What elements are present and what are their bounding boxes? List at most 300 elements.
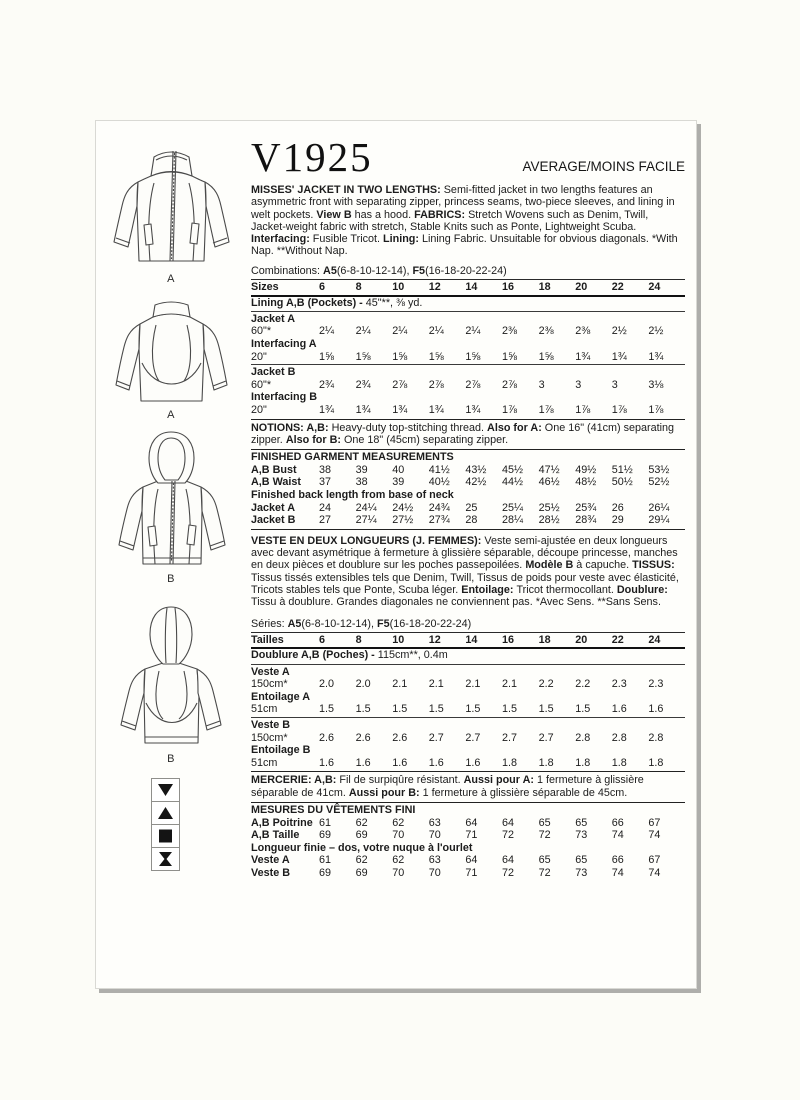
table-cell: 2.0 [355, 678, 371, 691]
table-row: Jacket B [251, 366, 296, 379]
notions-text [251, 420, 685, 451]
drawing-shape [203, 324, 227, 390]
table-cell: 69 [319, 829, 332, 842]
table-row [251, 351, 685, 364]
table-cell: 29¼ [648, 514, 670, 527]
text-run: VESTE EN DEUX LONGUEURS (J. FEMMES): [251, 534, 485, 547]
table-row: Finished back length from base of neck [251, 489, 454, 501]
jacket-a-back-figure [106, 297, 236, 421]
table-cell: 1.8 [501, 756, 517, 769]
table-cell: 2.2 [575, 678, 591, 691]
table-cell: 2.1 [392, 678, 408, 691]
drawing-shape [116, 324, 140, 390]
text-run: NOTIONS: A,B: [251, 421, 332, 434]
french-yardage-table [251, 632, 685, 773]
jacket-a-front-label: A [167, 273, 175, 285]
table-cell: 2¾ [319, 378, 335, 391]
lining-row [251, 297, 685, 312]
table-cell: 1.8 [575, 756, 591, 769]
text-run: Combinations: [251, 264, 324, 277]
jacket-a-yardage-block [251, 312, 685, 365]
table-row [251, 404, 685, 417]
table-cell: 24¼ [355, 501, 377, 514]
table-cell: 74 [648, 866, 661, 879]
text-run: Lining A,B (Pockets) - [251, 296, 366, 309]
table-cell: 1.6 [611, 703, 627, 716]
text-run: 51cm [251, 756, 278, 769]
text-run: 60"* [251, 378, 272, 391]
text-run: Tissus tissés extensibles tels que Denim, Twill, Tissus de poids pour veste avec élasticité, Tricots stables tels que Ponte, Scuba léger. [251, 571, 679, 596]
table-cell: 2¼ [319, 325, 335, 338]
table-cell: 71 [465, 866, 478, 879]
table-cell: 2.7 [465, 731, 481, 744]
table-cell: 50½ [611, 476, 633, 489]
table-cell: 2.7 [501, 731, 517, 744]
drawing-shape [152, 802, 179, 824]
text-run: A,B Taille [251, 829, 300, 842]
table-cell: 1¾ [355, 404, 371, 417]
table-cell: 14 [465, 633, 478, 646]
text-run: Jacket B [251, 514, 296, 527]
table-cell: 51½ [611, 463, 633, 476]
table-cell: 64 [501, 816, 514, 829]
table-row: Interfacing B [251, 391, 317, 404]
table-cell: 2.0 [319, 678, 335, 691]
drawing-shape [114, 182, 138, 247]
drawing-shape [116, 302, 227, 401]
table-cell: 2⅜ [501, 325, 517, 338]
table-row: Interfacing A [251, 338, 317, 351]
text-run: 150cm* [251, 678, 288, 691]
text-run: Jacket A [251, 501, 296, 514]
triangle-down-icon [151, 778, 180, 802]
table-cell: 65 [538, 854, 551, 867]
main-content [251, 134, 685, 882]
table-cell: 70 [428, 866, 441, 879]
table-cell: 1.5 [538, 703, 554, 716]
text-run: 51cm [251, 703, 278, 716]
pattern-envelope-back-page [95, 120, 697, 989]
table-cell: 39 [392, 476, 405, 489]
table-cell: 1.6 [648, 703, 664, 716]
table-cell: 24 [648, 281, 661, 294]
drawing-shape [119, 432, 225, 564]
table-cell: 20 [575, 633, 588, 646]
finished-garment-measurements-en [251, 450, 685, 530]
mercerie-text [251, 772, 685, 803]
text-run: Semi-fitted jacket in two lengths features an asymmetric front with separating zipper, princess seams, two-piece sleeves, and lining in welt pockets. [251, 184, 675, 221]
table-cell: 2⅞ [501, 378, 517, 391]
text-run: (6-8-10-12-14), [301, 617, 378, 630]
text-run: (16-18-20-22-24) [425, 264, 507, 277]
table-cell: 24 [648, 633, 661, 646]
table-cell: 1⅝ [465, 350, 481, 363]
text-run: A5 [287, 617, 302, 630]
jacket-a-back-drawing [109, 297, 234, 407]
jacket-a-back-label: A [167, 409, 175, 421]
table-cell: 39 [355, 463, 368, 476]
table-cell: 1.8 [538, 756, 554, 769]
table-row [251, 867, 685, 880]
table-cell: 62 [355, 854, 368, 867]
text-run: 20" [251, 404, 267, 417]
table-cell: 38 [319, 463, 332, 476]
table-cell: 1⅝ [355, 350, 371, 363]
text-run: Also for A: [487, 421, 542, 434]
table-cell: 3 [538, 378, 545, 391]
text-run: Tricot thermocollant. [516, 583, 617, 596]
table-cell: 12 [428, 281, 441, 294]
drawing-shape [152, 848, 179, 870]
table-cell: 65 [575, 854, 588, 867]
table-cell: 2.2 [538, 678, 554, 691]
table-cell: 1⅞ [501, 404, 517, 417]
table-cell: 16 [501, 633, 514, 646]
text-run: Tailles [251, 633, 284, 646]
table-cell: 64 [465, 816, 478, 829]
table-cell: 1.6 [319, 756, 335, 769]
table-cell: 38 [355, 476, 368, 489]
table-cell: 1⅝ [501, 350, 517, 363]
text-run: Veste A [251, 854, 290, 867]
table-row: Entoilage B [251, 744, 311, 757]
table-cell: 1⅞ [611, 404, 627, 417]
table-cell: 69 [319, 866, 332, 879]
jacket-b-back-drawing [109, 603, 234, 751]
table-cell: 27¼ [355, 514, 377, 527]
drawing-shape [158, 784, 173, 796]
table-cell: 29 [611, 514, 624, 527]
table-cell: 62 [355, 816, 368, 829]
text-run: 60"* [251, 325, 272, 338]
table-cell: 65 [575, 816, 588, 829]
table-cell: 24¾ [428, 501, 450, 514]
table-cell: 70 [428, 829, 441, 842]
table-cell: 1⅝ [538, 350, 554, 363]
text-run: Modèle B [525, 559, 574, 572]
table-cell: 45½ [501, 463, 523, 476]
drawing-shape [159, 830, 172, 843]
text-run: Sizes [251, 281, 279, 294]
table-cell: 3⅛ [648, 378, 664, 391]
table-row: Longueur finie – dos, votre nuque à l'ourlet [251, 841, 473, 854]
table-cell: 46½ [538, 476, 560, 489]
table-cell: 28¾ [575, 514, 597, 527]
table-cell: 1¾ [575, 350, 591, 363]
drawing-shape [121, 669, 145, 730]
table-cell: 2.1 [465, 678, 481, 691]
table-cell: 72 [501, 829, 514, 842]
table-row [251, 829, 685, 842]
drawing-shape [114, 151, 229, 261]
table-cell: 2¼ [428, 325, 444, 338]
jacket-b-yardage-block [251, 365, 685, 419]
table-cell: 42½ [465, 476, 487, 489]
table-cell: 2.3 [611, 678, 627, 691]
table-cell: 2.6 [392, 731, 408, 744]
table-cell: 48½ [575, 476, 597, 489]
text-run: Fil de surpiqûre résistant. [339, 774, 464, 787]
table-cell: 1.6 [392, 756, 408, 769]
jacket-b-front-figure [106, 429, 236, 585]
table-cell: 25¾ [575, 501, 597, 514]
text-run: Veste semi-ajustée en deux longueurs avec devant asymétrique à fermeture à glissière séparable, découpe princesse, manches en deux pièces et doublure sur les poches passepoilées. [251, 534, 678, 572]
table-cell: 6 [319, 281, 326, 294]
text-run: F5 [412, 264, 426, 277]
table-cell: 2.1 [428, 678, 444, 691]
table-cell: 28 [465, 514, 478, 527]
table-cell: 2⅜ [575, 325, 591, 338]
table-cell: 18 [538, 281, 551, 294]
text-run: F5 [377, 617, 390, 630]
table-cell: 65 [538, 816, 551, 829]
table-cell: 8 [355, 633, 362, 646]
drawing-shape [158, 807, 173, 819]
jacket-b-front-label: B [167, 573, 175, 585]
table-cell: 3 [611, 378, 618, 391]
drawing-shape [121, 607, 221, 743]
table-cell: 61 [319, 816, 332, 829]
text-run: A5 [323, 264, 337, 277]
table-cell: 1¾ [428, 404, 444, 417]
table-cell: 70 [392, 866, 405, 879]
veste-a-yardage-block [251, 665, 685, 718]
table-cell: 1¾ [648, 350, 664, 363]
table-cell: 72 [501, 866, 514, 879]
table-cell: 64 [465, 854, 478, 867]
text-run: One 18" (45cm) separating zipper. [341, 433, 509, 446]
table-cell: 67 [648, 816, 661, 829]
jacket-b-front-drawing [109, 429, 234, 571]
french-description [251, 535, 685, 609]
table-cell: 2¼ [465, 325, 481, 338]
text-run: MERCERIE: A,B: [251, 774, 340, 787]
table-cell: 2⅞ [428, 378, 444, 391]
table-cell: 52½ [648, 476, 670, 489]
table-row: Veste A [251, 665, 290, 678]
table-cell: 28¼ [501, 514, 523, 527]
table-cell: 2½ [648, 325, 664, 338]
table-cell: 22 [611, 281, 624, 294]
text-run: Fusible Tricot. [312, 233, 383, 246]
text-run: FABRICS: [414, 208, 469, 221]
difficulty-label: AVERAGE/MOINS FACILE [522, 159, 685, 174]
table-row [251, 502, 685, 515]
table-cell: 26 [611, 501, 624, 514]
table-cell: 67 [648, 854, 661, 867]
table-cell: 16 [501, 281, 514, 294]
table-cell: 18 [538, 633, 551, 646]
drawing-shape [144, 663, 199, 743]
table-cell: 61 [319, 854, 332, 867]
table-cell: 1.8 [611, 756, 627, 769]
section-title: FINISHED GARMENT MEASUREMENTS [251, 451, 454, 464]
doublure-row [251, 649, 685, 664]
table-cell: 1.8 [648, 756, 664, 769]
table-cell: 2.6 [319, 731, 335, 744]
table-cell: 74 [648, 829, 661, 842]
table-cell: 10 [392, 281, 405, 294]
section-title: MESURES DU VÊTEMENTS FINI [251, 804, 416, 816]
table-row [251, 514, 685, 527]
table-cell: 8 [355, 281, 362, 294]
combinations-line [251, 265, 685, 277]
jacket-a-front-drawing [109, 143, 234, 271]
table-cell: 1.6 [428, 756, 444, 769]
text-run: 20" [251, 350, 267, 363]
table-cell: 2.8 [575, 731, 591, 744]
view-illustrations-column [96, 121, 246, 988]
drawing-shape [159, 852, 172, 866]
table-cell: 41½ [428, 463, 450, 476]
table-row [251, 732, 685, 745]
table-cell: 1.5 [575, 703, 591, 716]
title-bar [251, 134, 685, 180]
table-cell: 3 [575, 378, 582, 391]
table-cell: 14 [465, 281, 478, 294]
table-cell: 70 [392, 829, 405, 842]
table-cell: 1.5 [355, 703, 371, 716]
table-cell: 2¾ [355, 378, 371, 391]
table-row [251, 757, 685, 770]
table-row [251, 325, 685, 338]
table-cell: 1¾ [392, 404, 408, 417]
table-cell: 27¾ [428, 514, 450, 527]
table-cell: 28½ [538, 514, 560, 527]
table-cell: 49½ [575, 463, 597, 476]
table-cell: 72 [538, 866, 551, 879]
table-cell: 2⅜ [538, 325, 554, 338]
table-row [251, 817, 685, 830]
text-run: Heavy-duty top-stitching thread. [331, 421, 488, 434]
table-cell: 74 [611, 829, 624, 842]
table-cell: 1¾ [319, 404, 335, 417]
text-run: à capuche. [573, 559, 633, 572]
veste-b-yardage-block [251, 718, 685, 772]
table-cell: 1.5 [465, 703, 481, 716]
table-cell: 27 [319, 514, 332, 527]
table-cell: 37 [319, 476, 332, 489]
table-cell: 2.7 [538, 731, 554, 744]
drawing-shape [139, 314, 204, 401]
text-run: Also for B: [285, 433, 341, 446]
table-cell: 1¾ [611, 350, 627, 363]
table-cell: 74 [611, 866, 624, 879]
table-cell: 62 [392, 816, 405, 829]
text-run: Interfacing: [251, 233, 313, 246]
table-cell: 6 [319, 633, 326, 646]
text-run: Aussi pour B: [348, 786, 420, 799]
hourglass-icon [151, 847, 180, 871]
triangle-up-icon [151, 801, 180, 825]
table-cell: 2.8 [611, 731, 627, 744]
table-cell: 24 [319, 501, 332, 514]
table-cell: 1.6 [465, 756, 481, 769]
table-row: Veste B [251, 719, 291, 732]
drawing-shape [152, 779, 179, 801]
jacket-a-front-figure [106, 143, 236, 285]
table-cell: 43½ [465, 463, 487, 476]
table-cell: 2.6 [355, 731, 371, 744]
table-cell: 2⅞ [465, 378, 481, 391]
table-cell: 2¼ [392, 325, 408, 338]
table-cell: 12 [428, 633, 441, 646]
text-run: MISSES' JACKET IN TWO LENGTHS: [251, 184, 444, 196]
table-row [251, 678, 685, 691]
table-cell: 24½ [392, 501, 414, 514]
drawing-shape [152, 825, 179, 847]
table-cell: 40 [392, 463, 405, 476]
table-cell: 63 [428, 854, 441, 867]
text-run: A,B Poitrine [251, 816, 313, 829]
table-cell: 10 [392, 633, 405, 646]
table-cell: 66 [611, 816, 624, 829]
table-cell: 1.6 [355, 756, 371, 769]
table-cell: 1⅝ [392, 350, 408, 363]
table-cell: 25½ [538, 501, 560, 514]
english-description [251, 184, 685, 258]
table-row [251, 476, 685, 489]
text-run: Veste B [251, 866, 291, 879]
table-cell: 40½ [428, 476, 450, 489]
text-run: Doublure A,B (Poches) - [251, 649, 378, 662]
table-cell: 72 [538, 829, 551, 842]
table-cell: 63 [428, 816, 441, 829]
text-run: Lining Fabric. Unsuitable for obvious diagonals. *With Nap. **Without Nap. [251, 233, 678, 258]
table-cell: 53½ [648, 463, 670, 476]
table-cell: 2.1 [501, 678, 517, 691]
table-cell: 1⅞ [575, 404, 591, 417]
table-cell: 26¼ [648, 501, 670, 514]
table-cell: 2⅞ [392, 378, 408, 391]
table-cell: 73 [575, 866, 588, 879]
table-cell: 66 [611, 854, 624, 867]
drawing-shape [150, 607, 192, 664]
text-run: 1 fermeture à glissière séparable de 45cm. [419, 786, 628, 799]
text-run: 45"**, ⅜ yd. [365, 296, 423, 309]
text-run: Tissu à doublure. Grandes diagonales ne conviennent pas. *Avec Sens. **Sans Sens. [251, 596, 661, 609]
table-row [251, 703, 685, 716]
table-cell: 73 [575, 829, 588, 842]
text-run: has a hood. [351, 208, 415, 221]
text-run: Doublure: [616, 583, 668, 596]
table-cell: 1.5 [501, 703, 517, 716]
sizes-header-row [251, 280, 685, 297]
square-icon [151, 824, 180, 848]
text-run: Stretch Wovens such as Denim, Twill, Jacket-weight fabric with stretch, Stable Knits such as Ponte, Lightweight Scuba. [251, 208, 649, 233]
table-cell: 71 [465, 829, 478, 842]
table-cell: 25 [465, 501, 478, 514]
table-cell: 69 [355, 866, 368, 879]
text-run: Aussi pour A: [463, 774, 534, 787]
table-cell: 1.5 [428, 703, 444, 716]
table-cell: 2.3 [648, 678, 664, 691]
text-run: A,B Bust [251, 463, 297, 476]
text-run: Entoilage: [461, 583, 517, 596]
table-cell: 62 [392, 854, 405, 867]
text-run: (16-18-20-22-24) [389, 617, 472, 630]
figure-type-symbol-strip [151, 779, 180, 871]
text-run: 115cm**, 0.4m [377, 649, 448, 662]
series-line [251, 618, 685, 630]
text-run: One 16" (41cm) separating zipper. [251, 421, 675, 446]
table-cell: 1⅞ [538, 404, 554, 417]
drawing-shape [205, 182, 229, 247]
drawing-shape [197, 669, 221, 730]
drawing-shape [119, 487, 143, 550]
table-cell: 22 [611, 633, 624, 646]
pattern-number: V1925 [251, 134, 373, 180]
